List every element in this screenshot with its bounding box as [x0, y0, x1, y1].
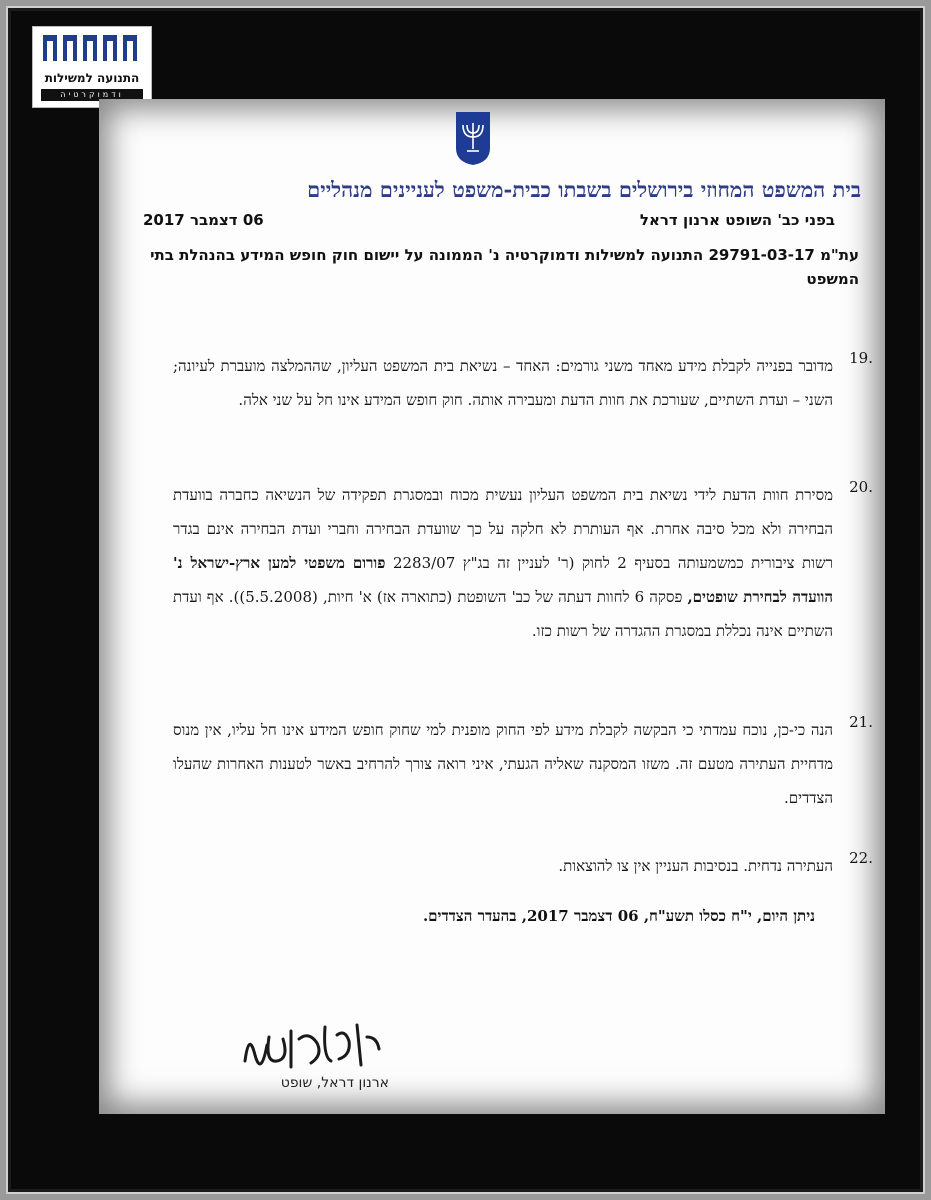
- logo-columns-icon: [41, 33, 141, 69]
- organization-logo: [32, 26, 152, 108]
- paragraph-22: העתירה נדחית. בנסיבות העניין אין צו להוצאות.: [558, 857, 833, 875]
- handwritten-signature: [239, 1017, 389, 1077]
- cited-case-name: פורום משפטי למען ארץ-ישראל נ' הוועדה לבחירת שופטים,: [173, 554, 833, 606]
- court-title: בית המשפט המחוזי בירושלים בשבתו כבית-משפט לעניינים מנהליים: [307, 177, 861, 202]
- paragraph-number: 22.: [849, 849, 873, 867]
- paragraph-20: [173, 478, 833, 648]
- logo-name: התנועה למשילות: [44, 71, 140, 85]
- judge-line: בפני כב' השופט ארנון דראל: [639, 211, 835, 229]
- given-line: ניתן היום, י"ח כסלו תשע"ח, 06 דצמבר 2017, בהעדר הצדדים.: [422, 907, 815, 925]
- logo-subtitle: ודמוקרטיה: [41, 89, 143, 101]
- photo-frame: [6, 6, 925, 1194]
- decision-date: 06 דצמבר 2017: [143, 211, 264, 229]
- state-emblem-icon: [453, 109, 493, 167]
- paragraph-21: הנה כי-כן, נוכח עמדתי כי הבקשה לקבלת מידע לפי החוק מופנית למי שחוק חופש המידע אינו חל עליו, אין מנוס מדחיית העתירה מטעם זה. משזו המסקנה שאליה הגעתי, איני רואה צורך להרחיב באשר לטענות האחרות שהעלו הצדדים.: [173, 721, 833, 807]
- case-title: עת"מ 29791-03-17 התנועה למשילות ודמוקרטיה נ' הממונה על יישום חוק חופש המידע בהנהלת בתי המשפט: [150, 246, 859, 288]
- paragraph-number: 19.: [849, 349, 873, 367]
- paragraph-20-part-b: פסקה 6 לחוות דעתה של כב' השופטת (כתוארה אז) א' חיות, (5.5.2008)). אף ועדת השתיים אינה נכללת במסגרת ההגדרה של רשות כזו.: [173, 588, 833, 640]
- signer-name: ארנון דראל, שופט: [280, 1075, 389, 1091]
- paragraph-number: 20.: [849, 478, 873, 496]
- paragraph-number: 21.: [849, 713, 873, 731]
- paragraph-20-part-a: מסירת חוות הדעת לידי נשיאת בית המשפט העליון נעשית מכוח ובמסגרת תפקידה של הנשיאה כחברה בוועדת הבחירה ולא מכל סיבה אחרת. אף העותרת לא חלקה על כך שוועדת הבחירה וחברי ועדת הבחירה אינם בגדר רשות ציבורית כמשמעותה בסעיף 2 לחוק (ר' לעניין זה בג"ץ 2283/07: [173, 486, 833, 572]
- paragraph-19: מדובר בפנייה לקבלת מידע מאחד משני גורמים: האחד – נשיאת בית המשפט העליון, שההמלצה מועברת לעיונה; השני – ועדת השתיים, שעורכת את חוות הדעת ומעבירה אותה. חוק חופש המידע אינו חל על שני אלה.: [173, 357, 833, 409]
- court-document: [99, 99, 885, 1114]
